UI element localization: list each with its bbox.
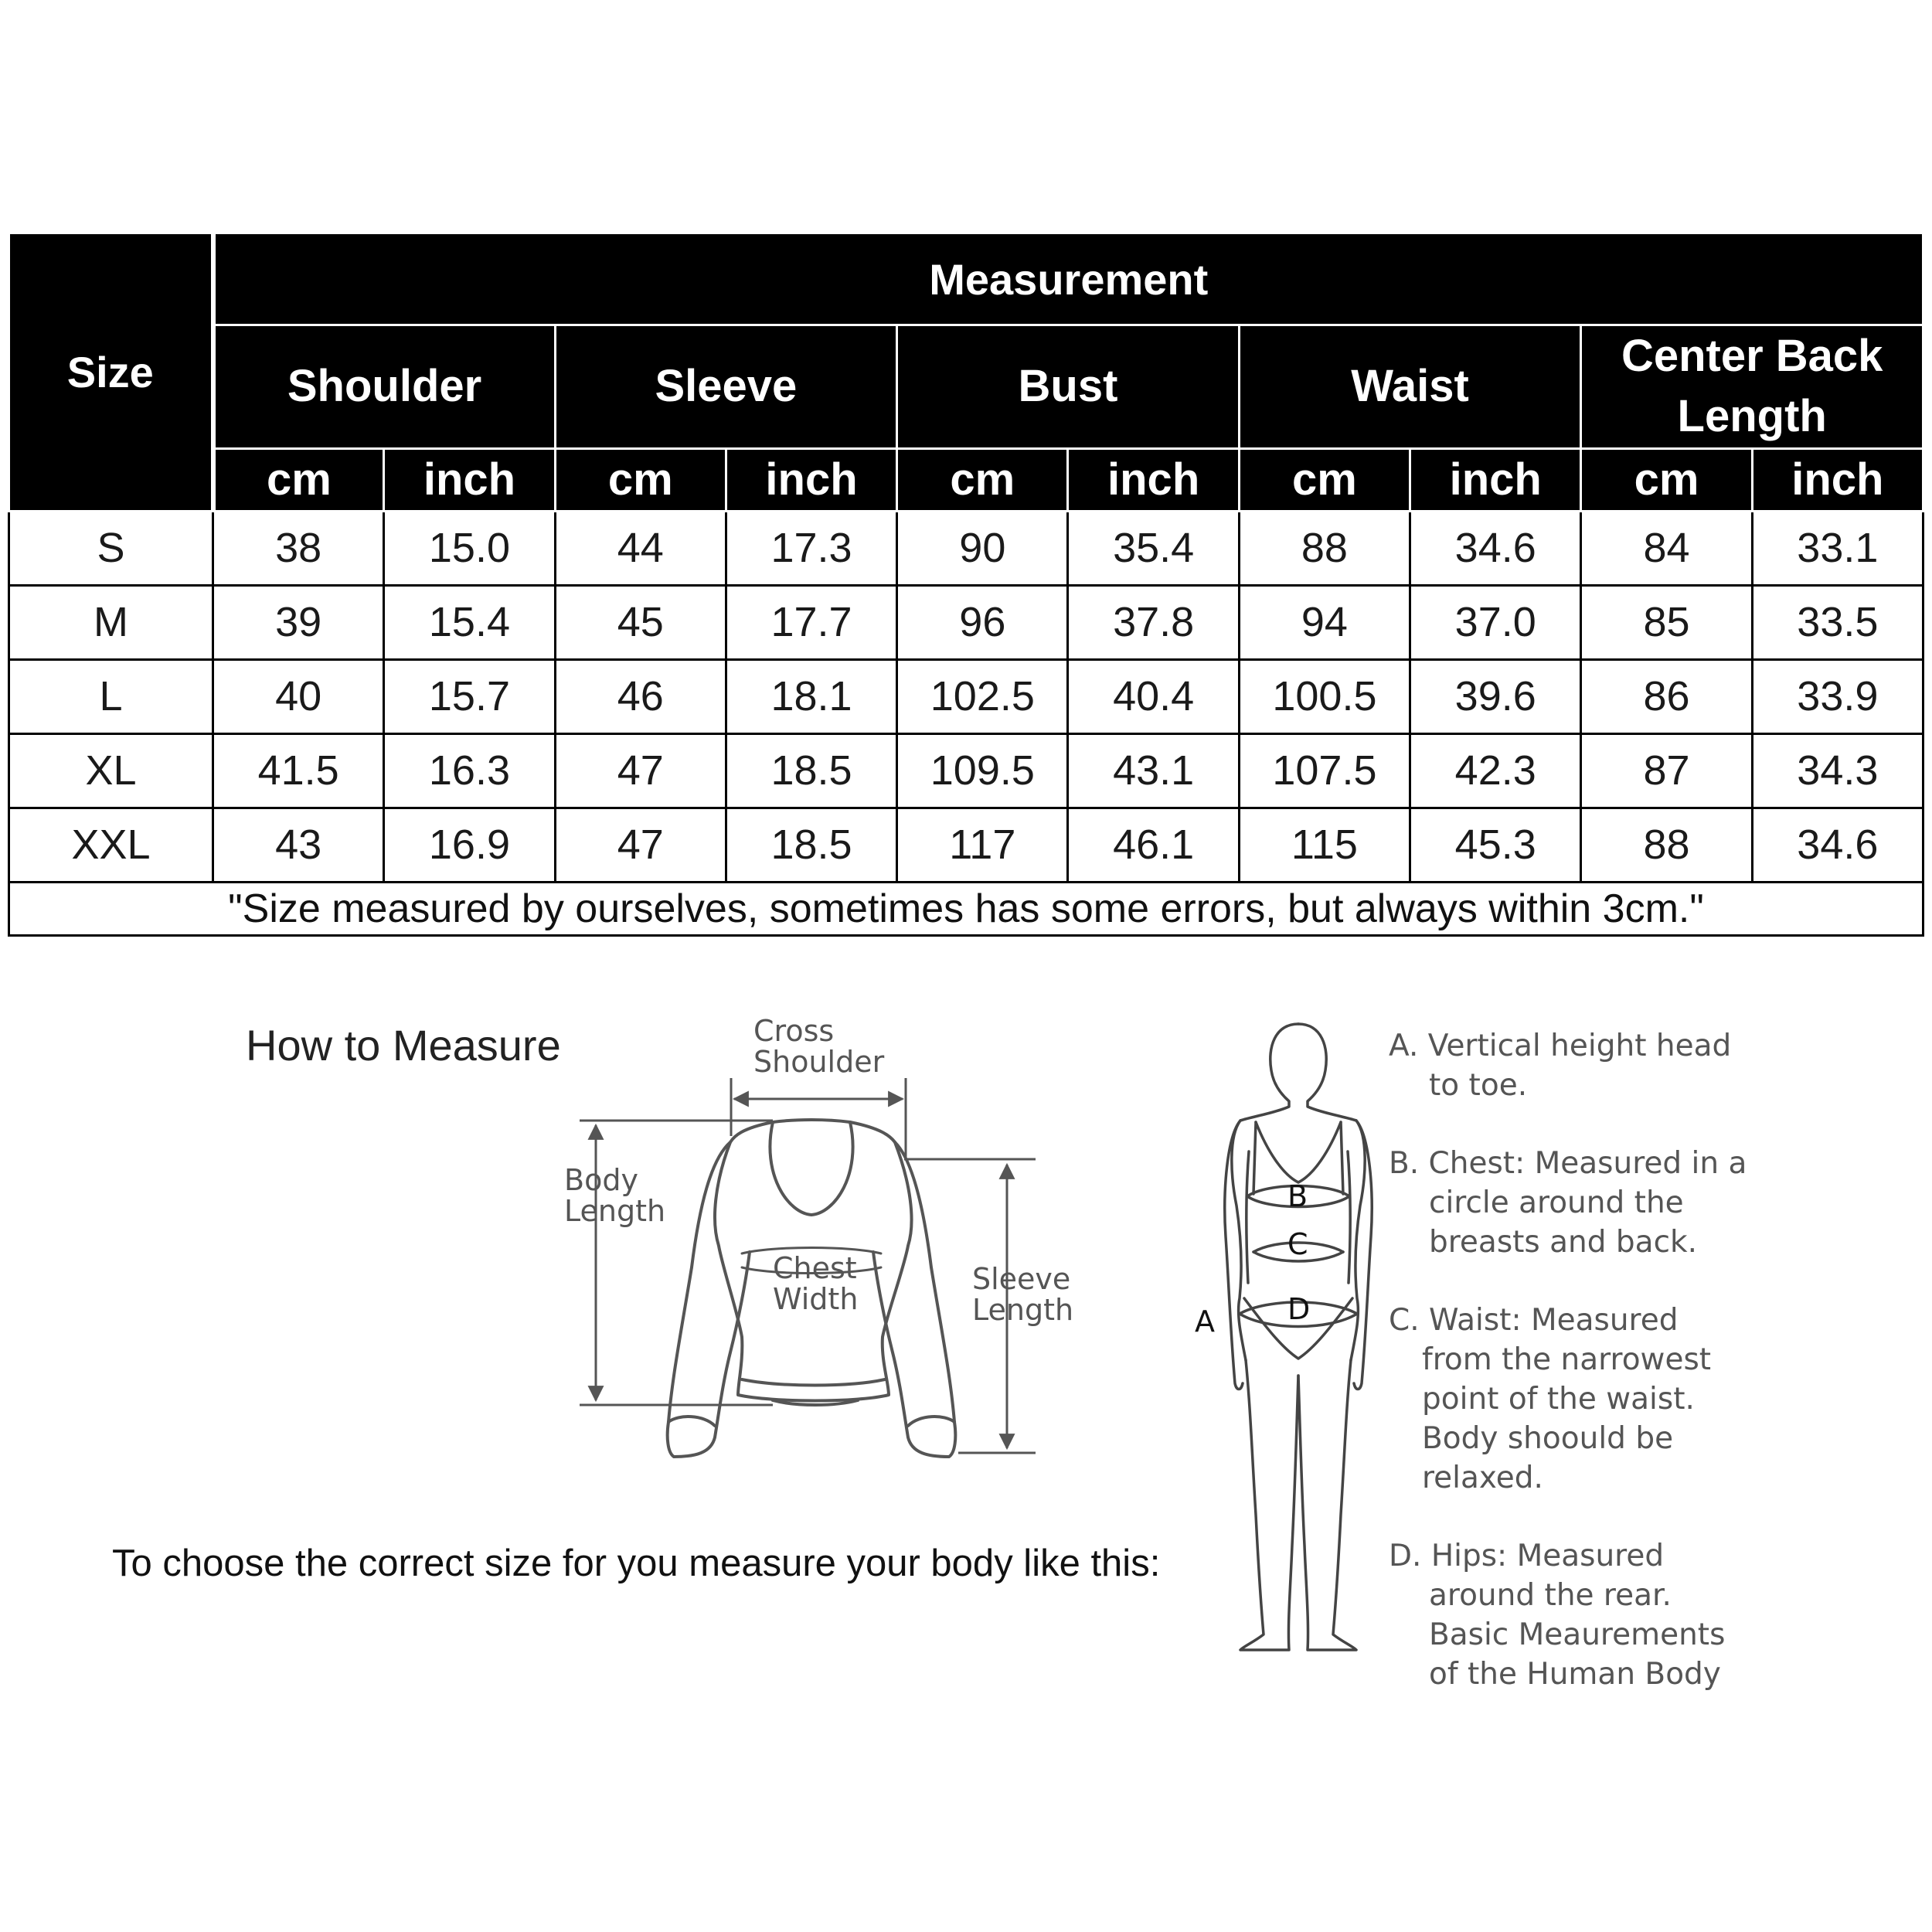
size-label-cell: L [9,659,213,733]
sleeve-length-label [972,1264,1073,1326]
measurement-cell: 44 [555,511,726,585]
measurement-cell: 96 [897,585,1068,659]
measurement-cell: 94 [1239,585,1410,659]
size-footnote: "Size measured by ourselves, sometimes has some errors, but always within 3cm." [9,882,1923,935]
note-d-line: around the rear. [1429,1578,1672,1613]
body-letter-c: C [1287,1227,1308,1261]
measurement-cell: 34.6 [1752,808,1923,882]
measurement-cell: 90 [897,511,1068,585]
body-length-label-line2: Length [564,1193,666,1228]
measurement-cell: 109.5 [897,733,1068,808]
measurement-cell: 88 [1239,511,1410,585]
measurement-cell: 17.7 [726,585,896,659]
measurement-cell: 37.0 [1410,585,1581,659]
measurement-cell: 100.5 [1239,659,1410,733]
measurement-cell: 33.9 [1752,659,1923,733]
measurement-cell: 115 [1239,808,1410,882]
group-header-center-back-length: Center Back Length [1581,325,1923,449]
measurement-cell: 40 [213,659,384,733]
note-d-line: Basic Meaurements [1429,1617,1726,1652]
measurement-cell: 86 [1581,659,1752,733]
measurement-cell: 43.1 [1068,733,1239,808]
note-c [1389,1301,1711,1498]
measurement-cell: 15.4 [384,585,555,659]
unit-header: inch [726,448,896,511]
group-header-shoulder: Shoulder [213,325,556,449]
note-c-line: relaxed. [1422,1461,1543,1495]
measurement-cell: 34.6 [1410,511,1581,585]
unit-header: inch [1410,448,1581,511]
sleeve-length-label-line2: Length [972,1292,1074,1327]
measurement-cell: 39.6 [1410,659,1581,733]
measurement-cell: 42.3 [1410,733,1581,808]
note-d [1389,1536,1725,1694]
choose-size-instruction: To choose the correct size for you measure your body like this: [112,1543,1161,1584]
measurement-cell: 39 [213,585,384,659]
measurement-cell: 33.1 [1752,511,1923,585]
note-c-line: Body shoould be [1422,1421,1674,1456]
size-label-cell: XXL [9,808,213,882]
measurement-cell: 16.3 [384,733,555,808]
body-letter-b: B [1287,1179,1308,1213]
cross-shoulder-label-line2: Shoulder [753,1044,885,1079]
measurement-cell: 107.5 [1239,733,1410,808]
measurement-cell: 47 [555,733,726,808]
measurement-cell: 16.9 [384,808,555,882]
measurement-cell: 35.4 [1068,511,1239,585]
measurement-cell: 40.4 [1068,659,1239,733]
note-d-line: D. Hips: Measured [1389,1539,1665,1573]
unit-header: inch [1068,448,1239,511]
note-c-line: C. Waist: Measured [1389,1303,1679,1338]
measurement-cell: 46.1 [1068,808,1239,882]
measurement-cell: 102.5 [897,659,1068,733]
cross-shoulder-label-line1: Cross [753,1014,835,1048]
body-letter-a: A [1195,1304,1215,1338]
unit-header: cm [1239,448,1410,511]
body-length-label-line1: Body [564,1163,638,1197]
measurement-cell: 46 [555,659,726,733]
size-column-header: Size [9,233,213,512]
measurement-cell: 84 [1581,511,1752,585]
measurement-cell: 34.3 [1752,733,1923,808]
chest-width-label [773,1253,858,1315]
unit-header: cm [555,448,726,511]
note-c-line: point of the waist. [1422,1382,1695,1417]
note-a [1389,1026,1731,1105]
measurement-cell: 43 [213,808,384,882]
size-label-cell: XL [9,733,213,808]
measurement-cell: 45.3 [1410,808,1581,882]
group-header-sleeve: Sleeve [555,325,897,449]
body-length-label [564,1165,665,1227]
measurement-cell: 17.3 [726,511,896,585]
measurement-cell: 41.5 [213,733,384,808]
measurement-cell: 45 [555,585,726,659]
size-label-cell: M [9,585,213,659]
measurement-cell: 87 [1581,733,1752,808]
unit-header: cm [213,448,384,511]
note-d-line: of the Human Body [1429,1657,1721,1692]
cross-shoulder-label [753,1016,884,1078]
measurement-header: Measurement [213,233,1923,325]
measurement-cell: 18.1 [726,659,896,733]
measurement-cell: 88 [1581,808,1752,882]
note-a-line: to toe. [1429,1068,1528,1103]
unit-header: cm [897,448,1068,511]
measurement-cell: 18.5 [726,733,896,808]
group-header-bust: Bust [897,325,1240,449]
note-b-line: B. Chest: Measured in a [1389,1146,1747,1181]
unit-header: inch [384,448,555,511]
body-letter-d: D [1287,1292,1311,1326]
unit-header: cm [1581,448,1752,511]
measurement-cell: 18.5 [726,808,896,882]
how-to-measure-title: How to Measure [246,1021,561,1070]
note-b-line: breasts and back. [1429,1225,1698,1260]
chest-width-label-line2: Width [773,1281,859,1316]
measurement-cell: 37.8 [1068,585,1239,659]
note-b-line: circle around the [1429,1185,1684,1220]
body-figure [1225,1024,1372,1650]
measurement-cell: 85 [1581,585,1752,659]
measurement-cell: 47 [555,808,726,882]
size-label-cell: S [9,511,213,585]
group-header-waist: Waist [1239,325,1581,449]
measurement-cell: 15.0 [384,511,555,585]
note-b [1389,1144,1747,1262]
sleeve-length-label-line1: Sleeve [972,1262,1071,1296]
measurement-cell: 33.5 [1752,585,1923,659]
measurement-cell: 38 [213,511,384,585]
note-c-line: from the narrowest [1422,1342,1712,1377]
unit-header: inch [1752,448,1923,511]
note-a-line: A. Vertical height head [1389,1029,1732,1063]
measurement-cell: 15.7 [384,659,555,733]
measurement-cell: 117 [897,808,1068,882]
chest-width-label-line1: Chest [773,1251,857,1285]
